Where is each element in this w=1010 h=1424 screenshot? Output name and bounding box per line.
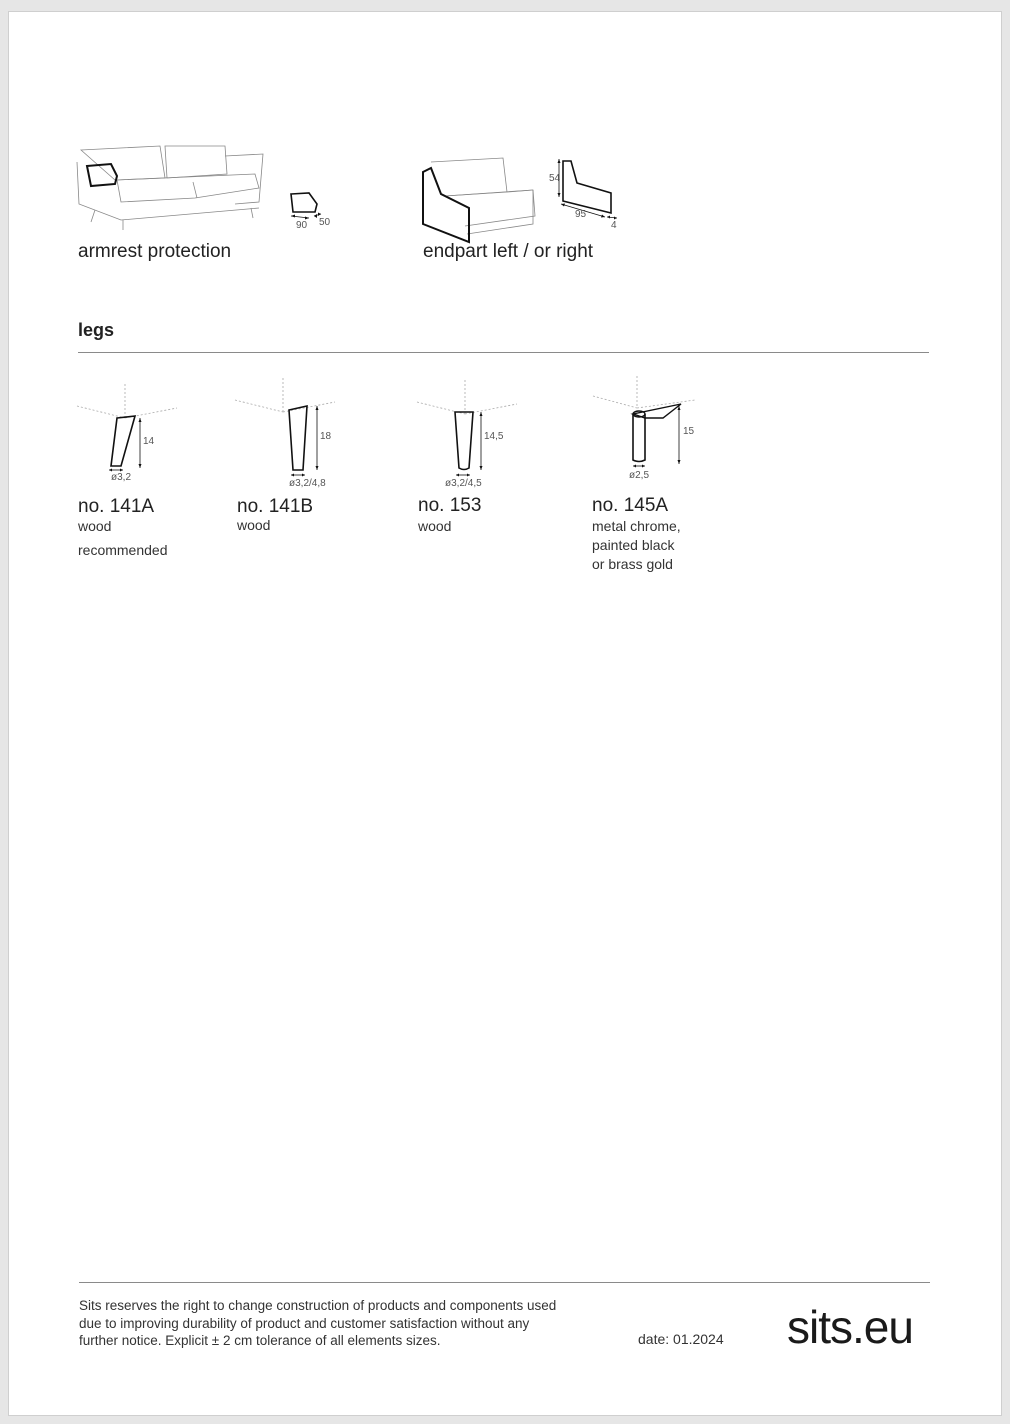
leg-145a-material-line: metal chrome, [592,518,681,534]
leg-153-height-label: 14,5 [484,431,504,442]
sofa-armrest-illustration [75,142,275,227]
leg-141a-diameter-label: ø3,2 [111,472,132,483]
leg-153-diameter-label: ø3,2/4,5 [445,478,482,489]
endpart-thickness-label: 4 [611,220,617,231]
leg-141b-height-label: 18 [320,431,332,442]
endpart-width-label: 95 [575,209,587,220]
leg-145a-drawing [589,374,709,486]
armrest-width-label: 90 [296,220,308,231]
leg-141a-title: no. 141A [78,496,155,517]
endpart-highlight [423,168,469,242]
endpart-caption: endpart left / or right [423,241,594,262]
leg-141a-material: wood [78,518,112,534]
disclaimer-line: due to improving durability of product and customer satisfaction without any [79,1315,530,1331]
leg-145a-title: no. 145A [592,495,669,516]
armrest-protection-highlight [87,164,117,186]
document-date: date: 01.2024 [638,1331,724,1347]
endpart-illustration [421,154,547,244]
leg-153-drawing [413,378,523,490]
spec-sheet-page [8,11,1002,1416]
leg-141a-height-label: 14 [143,436,155,447]
leg-145a-material-line: painted black [592,537,675,553]
leg-145a-height-label: 15 [683,426,695,437]
leg-145a-material [592,517,681,574]
leg-141b-drawing [231,376,341,491]
leg-141a-drawing [73,382,183,482]
leg-141b-diameter-label: ø3,2/4,8 [289,478,326,489]
leg-141a-note: recommended [78,542,168,558]
footer-divider [79,1282,930,1283]
leg-145a-diameter-label: ø2,5 [629,470,650,481]
armrest-protection-caption: armrest protection [78,241,232,262]
disclaimer-line: further notice. Explicit ± 2 cm tolerance of all elements sizes. [79,1333,441,1348]
leg-153-title: no. 153 [418,495,482,516]
leg-141b-material: wood [237,517,271,533]
armrest-depth-label: 50 [319,217,331,228]
footer-disclaimer [79,1297,599,1350]
endpart-dimension-drawing [547,157,627,232]
leg-145a-material-line: or brass gold [592,556,673,572]
armrest-protection-dimension-drawing [287,190,347,232]
leg-141b-title: no. 141B [237,496,314,517]
legs-divider [78,352,929,353]
legs-section-title: legs [78,320,115,340]
brand-logo: sits.eu [787,1301,913,1353]
endpart-height-label: 54 [549,173,561,184]
disclaimer-line: Sits reserves the right to change construction of products and components used [79,1298,557,1313]
leg-153-material: wood [418,518,452,534]
